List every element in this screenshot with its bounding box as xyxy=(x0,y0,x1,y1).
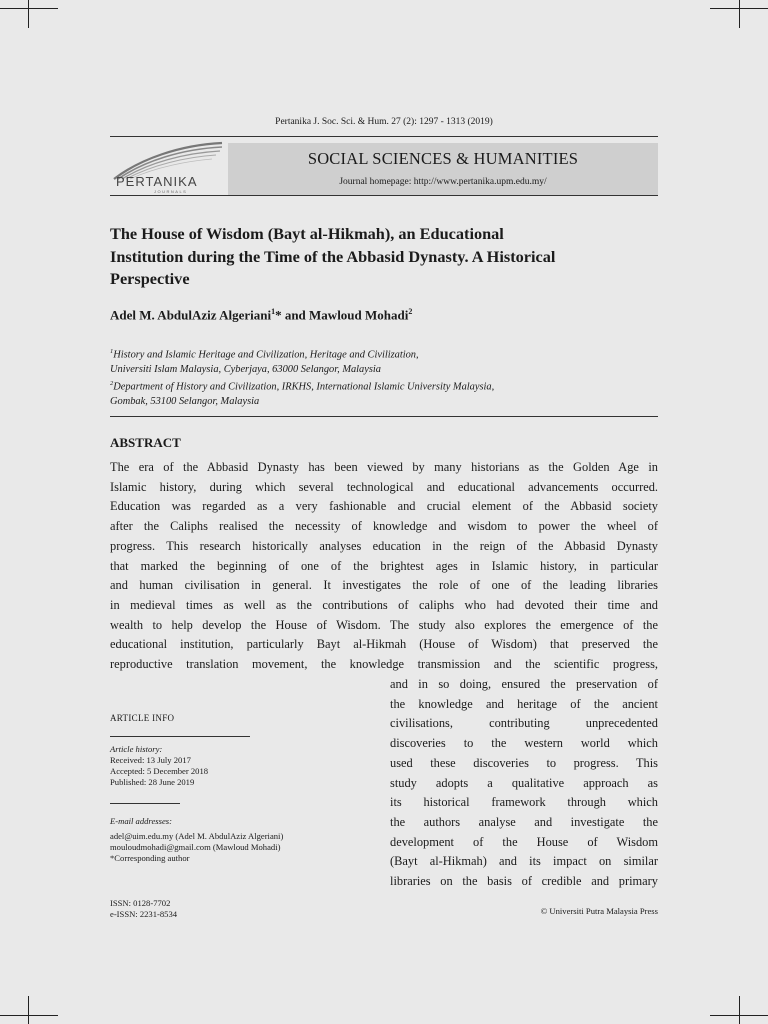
author-conj: and xyxy=(281,307,310,323)
section-rule xyxy=(110,416,658,417)
history-label: Article history: xyxy=(110,744,163,754)
article-info-rule xyxy=(110,736,250,737)
published-date: Published: 28 June 2019 xyxy=(110,777,195,787)
abstract-line: libraries on the basis of credible and primary xyxy=(390,874,658,889)
email-entry[interactable]: adel@uim.edu.my (Adel M. AbdulAziz Algeriani) xyxy=(110,831,284,841)
banner-title: SOCIAL SCIENCES & HUMANITIES xyxy=(307,149,579,168)
author-name: Mawloud Mohadi xyxy=(309,307,409,323)
abstract-body xyxy=(110,458,658,675)
corresponding-mark: * xyxy=(275,307,282,323)
abstract-column xyxy=(390,675,658,892)
abstract-line: development of the House of Wisdom xyxy=(390,834,658,849)
email-label: E-mail addresses: xyxy=(110,816,172,826)
logo-name: PERTANIKA xyxy=(116,174,198,189)
abstract-line: after the Caliphs realised the necessity of knowledge and wisdom to power the wheel of xyxy=(110,519,658,534)
abstract-line: its historical framework through which xyxy=(390,795,658,810)
affiliation-line: Gombak, 53100 Selangor, Malaysia xyxy=(110,396,260,408)
abstract-line: in medieval times as well as the contributions of caliphs who had devoted their time and xyxy=(110,597,658,612)
abstract-line: Islamic history, during which several technological and educational advancements occurred. xyxy=(110,479,658,494)
issn: ISSN: 0128-7702 xyxy=(110,898,171,908)
crop-mark xyxy=(739,996,740,1024)
abstract-line: The era of the Abbasid Dynasty has been viewed by many historians as the Golden Age in xyxy=(110,460,658,474)
abstract-line: discoveries to the western world which xyxy=(390,736,658,751)
corresponding-note: *Corresponding author xyxy=(110,853,190,863)
affil-text: Department of History and Civilization, IRKHS, International Islamic University Malaysia, xyxy=(113,381,495,393)
affiliation-line: Universiti Islam Malaysia, Cyberjaya, 63000 Selangor, Malaysia xyxy=(110,363,381,375)
crop-mark xyxy=(28,996,29,1024)
abstract-line: study adopts a qualitative approach as xyxy=(390,775,658,790)
abstract-line: the authors analyse and investigate the xyxy=(390,814,658,829)
crop-mark xyxy=(0,8,58,9)
received-date: Received: 13 July 2017 xyxy=(110,755,191,765)
title-line: Perspective xyxy=(110,269,190,288)
title-line: The House of Wisdom (Bayt al-Hikmah), an Educational xyxy=(110,224,504,243)
abstract-heading: ABSTRACT xyxy=(110,435,181,450)
author-list xyxy=(110,307,412,323)
issn-block xyxy=(110,898,177,920)
affiliation-line xyxy=(110,377,494,395)
affiliations xyxy=(110,345,494,410)
article-history xyxy=(110,744,208,788)
logo-sub: JOURNALS xyxy=(154,189,188,194)
abstract-line: Education was regarded as a very fashionable and crucial element of the Abbasid society xyxy=(110,499,658,514)
abstract-line: and in so doing, ensured the preservation of xyxy=(390,677,658,691)
email-entry[interactable]: mouloudmohadi@gmail.com (Mawloud Mohadi) xyxy=(110,842,281,852)
author-affil-sup: 2 xyxy=(408,307,413,316)
header-rule xyxy=(110,136,658,137)
author-affil-sup: 1 xyxy=(271,307,276,316)
pertanika-logo xyxy=(110,139,228,195)
affil-sup: 2 xyxy=(110,380,114,388)
press-copyright: © Universiti Putra Malaysia Press xyxy=(540,906,658,916)
title-line: Institution during the Time of the Abbasid Dynasty. A Historical xyxy=(110,246,556,266)
author-name: Adel M. AbdulAziz Algeriani xyxy=(110,307,272,323)
abstract-line: that marked the beginning of one of the brightest ages in Islamic history, in particular xyxy=(110,558,658,573)
abstract-line: used these discoveries to progress. This xyxy=(390,755,658,770)
crop-mark xyxy=(739,0,740,28)
abstract-line: civilisations, contributing unprecedented xyxy=(390,716,658,731)
banner-rule xyxy=(110,195,658,196)
affil-text: History and Islamic Heritage and Civilization, Heritage and Civilization, xyxy=(113,349,419,361)
affil-sup: 1 xyxy=(110,348,114,355)
accepted-date: Accepted: 5 December 2018 xyxy=(110,766,209,776)
abstract-line: wealth to help develop the House of Wisdom. The study also explores the emergence of the xyxy=(110,617,658,632)
affiliation-line xyxy=(110,345,494,363)
journal-homepage[interactable]: Journal homepage: http://www.pertanika.upm.edu.my/ xyxy=(339,177,547,187)
abstract-line: reproductive translation movement, the knowledge transmission and the scientific progress, xyxy=(110,657,658,672)
abstract-line: the knowledge and heritage of the ancient xyxy=(390,696,658,711)
abstract-line: educational institution, particularly Bayt al-Hikmah (House of Wisdom) that preserved the xyxy=(110,637,658,652)
email-addresses xyxy=(110,816,283,864)
crop-mark xyxy=(28,0,29,28)
article-title xyxy=(110,223,658,291)
crop-mark xyxy=(0,1015,58,1016)
abstract-line: progress. This research historically analyses education in the reign of the Abbasid Dynasty xyxy=(110,538,658,553)
history-rule xyxy=(110,803,180,804)
abstract-line: (Bayt al-Hikmah) and its impact on similar xyxy=(390,854,658,869)
abstract-line: and human civilisation in general. It investigates the role of one of the leading libraries xyxy=(110,578,658,593)
journal-reference: Pertanika J. Soc. Sci. & Hum. 27 (2): 1297 - 1313 (2019) xyxy=(275,117,493,127)
journal-banner xyxy=(228,143,658,195)
eissn: e-ISSN: 2231-8534 xyxy=(110,909,178,919)
article-info-heading: ARTICLE INFO xyxy=(110,713,175,723)
